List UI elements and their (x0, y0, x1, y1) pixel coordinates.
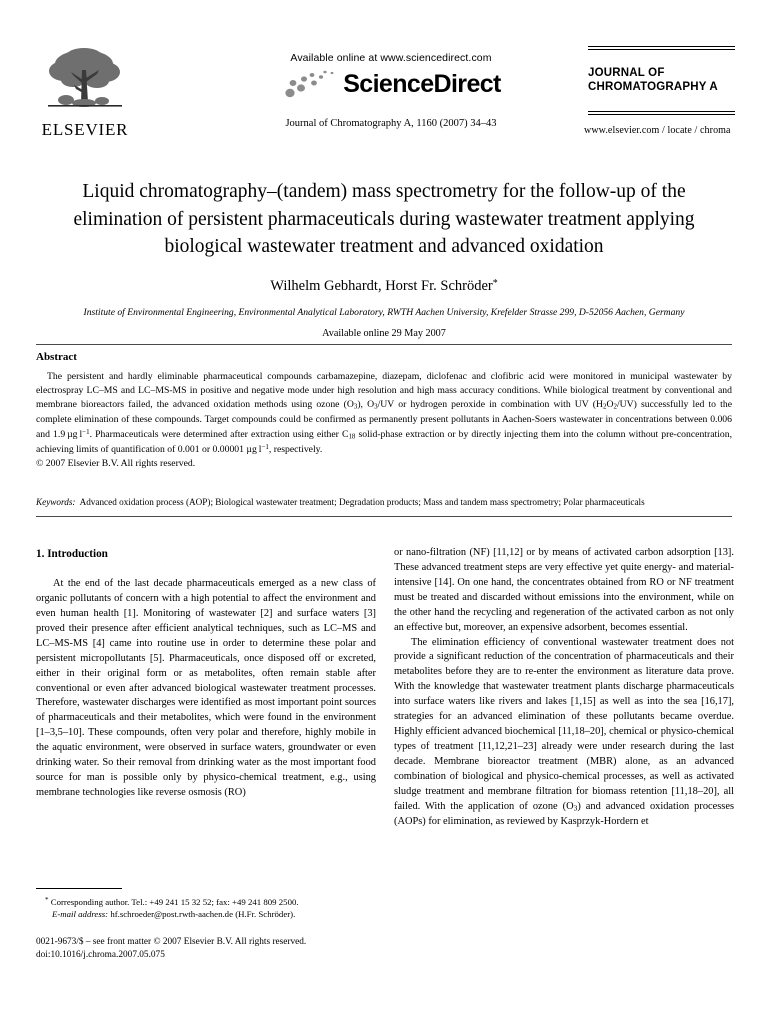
author-names: Wilhelm Gebhardt, Horst Fr. Schröder (270, 278, 493, 295)
footnote-marker: * (45, 896, 49, 905)
journal-banner (566, 46, 732, 136)
keywords-text: Advanced oxidation process (AOP); Biological wastewater treatment; Degradation products; Mass and tandem mass spectrometry; Polar pharmaceuticals (79, 497, 645, 507)
divider-above-abstract (36, 344, 732, 345)
email-owner: (H.Fr. Schröder). (235, 909, 296, 920)
elsevier-wordmark: ELSEVIER (41, 120, 129, 139)
sciencedirect-wordmark: ScienceDirect (343, 69, 501, 98)
banner-rule-top (588, 46, 735, 50)
corresponding-author-text: Corresponding author. Tel.: +49 241 15 32 52; fax: +49 241 809 2500. (50, 897, 299, 907)
available-online-at-label: Available online at www.sciencedirect.com (290, 52, 492, 64)
footnote-divider (36, 888, 122, 889)
abstract-section (36, 351, 732, 471)
abstract-text: The persistent and hardly eliminable pharmaceutical compounds carbamazepine, diazepam, diclofenac and clofibric acid were monitored in municipal wastewater by electrospray LC–MS and LC–MS-MS in positive and negative mode under high resolution and high mass accuracy conditions. While biological treatment by conventional and membrane bioreactors failed, the advanced oxidation methods using ozone $(O_3)$, $O_3/UV$ or hydrogen peroxide in combination with UV $(H_2O_2/UV)$ successfully led to the complete elimination of these compounds. Target compounds could be confirmed as permanently present pollutants in Aachen-Soers wastewater in concentrations between 0.006 and 1.9 µg $l^{-1}$. Pharmaceuticals were determined after extraction using either $C_{18}$ solid-phase extraction or by directly injecting them into the column without pre-concentration, achieving limits of quantification of 0.001 or 0.00001 µg $l^{-1}$, respectively. (36, 371, 733, 455)
email-label: E-mail address: (52, 909, 109, 920)
available-online-date: Available online 29 May 2007 (322, 327, 446, 339)
journal-title-line1: JOURNAL OF (588, 67, 665, 80)
page-title: Liquid chromatography–(tandem) mass spectrometry for the follow-up of the elimination of persistent pharmaceuticals during wastewater treatment applying biological wastewater treatment and advanced oxidation (73, 181, 695, 258)
author-list (56, 278, 712, 295)
body-column-left (36, 546, 376, 801)
title-block (56, 178, 712, 339)
abstract-copyright: © 2007 Elsevier B.V. All rights reserved. (36, 458, 196, 470)
journal-homepage-url[interactable]: www.elsevier.com / locate / chroma (584, 124, 731, 136)
corresponding-author-marker: * (492, 278, 498, 290)
sciencedirect-block (211, 52, 571, 129)
paragraph: or nano-filtration (NF) [11,12] or by means of activated carbon adsorption [13]. These advanced treatment steps are very effective yet quite energy- and material-intensive [14]. On one hand, the concentrates obtained from RO or NF treatment must be treated and discarded without emissions into the environment, while on the other hand the recycling and regeneration of the activated carbon as not only an effective but, moreover, an expensive adsorbent, becomes essential. (394, 547, 734, 633)
sciencedirect-swoosh-icon (281, 67, 341, 101)
paragraph: At the end of the last decade pharmaceuticals emerged as a new class of organic pollutants of concern with a high potential to affect the environment and even human health [1]. Monitoring of wastewater [2] and surface waters [3] proved their presence after efficient analytical techniques, such as LC–MS and LC–MS-MS [4] came into routine use in order to determine these polar and persistent micropollutants [5]. Pharmaceuticals, once disposed off or excreted, either in their original form or as metabolites, often remain stable after conventional or even after advanced biological wastewater treatment processes. Therefore, wastewater discharges were identified as most important point sources of pharmaceuticals and their metabolites, which were found in the environment [1–3,5–10]. These compounds, often very polar and therefore, highly mobile in the aquatic environment, were observed in surface waters, groundwater or even drinking water. So their removal from drinking water as the most important food source for man is possible only by physico-chemical treatment, e.g., using membrane technologies like reverse osmosis (RO) (36, 578, 376, 798)
divider-below-keywords (36, 516, 732, 517)
elsevier-tree-icon (44, 44, 126, 120)
footnote-block (36, 888, 376, 921)
abstract-heading: Abstract (36, 351, 77, 363)
sciencedirect-logo (211, 66, 571, 102)
paragraph: The elimination efficiency of conventional wastewater treatment does not provide a significant reduction of the concentration of pharmaceuticals and their metabolites before they are to re-enter the environment as literature data prove. With the knowledge that wastewater treatment plants discharge pharmaceuticals into surface waters like rivers and lakes [1,15] as well as into the sea [16,17], strategies for an advanced elimination of these pollutants became overdue. Highly efficient advanced biochemical [11,18–20], chemical or physico-chemical types of treatment [11,12,21–23] already were under research during the last decade. Membrane bioreactor treatment (MBR) alone, as an advanced combination of biological and physico-chemical processes, as well as activated sludge treatment and membrane filtration for biomass retention [11,18–20], all failed. With the application of ozone $(O_3)$ and advanced oxidation processes (AOPs) for elimination, as reviewed by Kasprzyk-Hordern et (394, 636, 735, 827)
section-heading-introduction: 1. Introduction (36, 548, 108, 560)
corresponding-author-note (36, 896, 376, 908)
masthead (36, 44, 732, 162)
body-column-right (394, 546, 734, 830)
keywords-label: Keywords: (36, 497, 76, 507)
affiliation: Institute of Environmental Engineering, Environmental Analytical Laboratory, RWTH Aachen University, Krefelder Strasse 299, D-52056 Aachen, Germany (83, 307, 685, 319)
elsevier-logo (36, 44, 134, 138)
journal-title (588, 67, 732, 95)
journal-title-line2: CHROMATOGRAPHY A (588, 80, 718, 93)
banner-rule-bottom (588, 111, 735, 115)
imprint-block (36, 936, 396, 962)
email-address[interactable]: hf.schroeder@post.rwth-aachen.de (110, 909, 233, 920)
email-note (36, 908, 376, 920)
issn-front-matter: 0021-9673/$ – see front matter © 2007 Elsevier B.V. All rights reserved. (36, 937, 307, 947)
keywords-line (36, 496, 732, 509)
journal-citation: Journal of Chromatography A, 1160 (2007) 34–43 (285, 118, 497, 129)
doi-line[interactable]: doi:10.1016/j.chroma.2007.05.075 (36, 950, 165, 961)
